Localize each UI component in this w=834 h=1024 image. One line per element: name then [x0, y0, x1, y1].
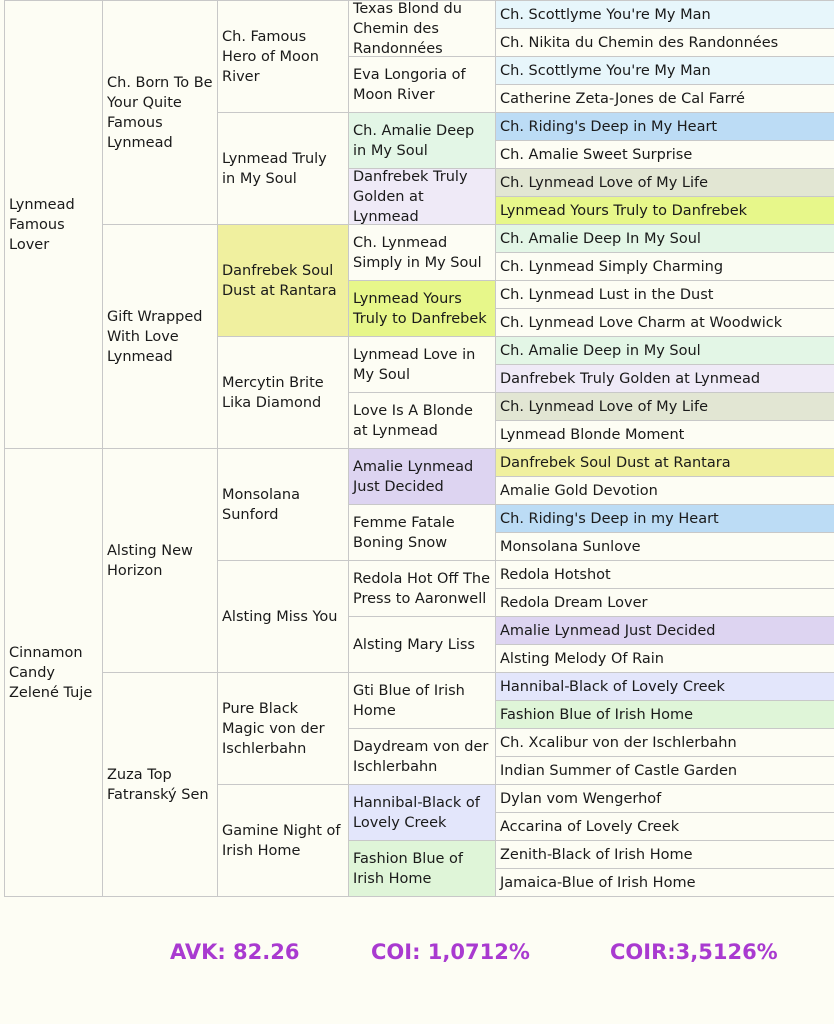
ancestor-name: Ch. Lynmead Simply in My Soul [353, 234, 482, 271]
gen4-ancestor-cell [348, 280, 496, 337]
ancestor-name: Lynmead Blonde Moment [500, 426, 685, 443]
ancestor-name: Lynmead Yours Truly to Danfrebek [500, 202, 748, 219]
gen4-ancestor-cell [348, 168, 496, 225]
pedigree-table [4, 0, 834, 896]
ancestor-name: Fashion Blue of Irish Home [353, 850, 464, 887]
ancestor-name: Cinnamon Candy Zelené Tuje [9, 644, 93, 701]
gen5-ancestor-cell [495, 868, 834, 897]
avk-value: AVK: 82.26 [170, 940, 300, 964]
coi-value: COI: 1,0712% [371, 940, 530, 964]
gen4-ancestor-cell [348, 728, 496, 785]
ancestor-name: Alsting Melody Of Rain [500, 650, 664, 667]
ancestor-name: Femme Fatale Boning Snow [353, 514, 455, 551]
gen2-ancestor-cell [102, 448, 218, 673]
ancestor-name: Ch. Born To Be Your Quite Famous Lynmead [107, 74, 213, 151]
ancestor-name: Ch. Amalie Deep in My Soul [353, 122, 475, 159]
ancestor-name: Zuza Top Fatranský Sen [107, 766, 209, 803]
ancestor-name: Gti Blue of Irish Home [353, 682, 465, 719]
ancestor-name: Ch. Nikita du Chemin des Randonnées [500, 34, 779, 51]
ancestor-name: Ch. Lynmead Love of My Life [500, 398, 709, 415]
gen5-ancestor-cell [495, 812, 834, 841]
ancestor-name: Ch. Xcalibur von der Ischlerbahn [500, 734, 737, 751]
stats-bar [0, 940, 834, 984]
gen5-ancestor-cell [495, 700, 834, 729]
gen5-ancestor-cell [495, 364, 834, 393]
ancestor-name: Amalie Lynmead Just Decided [353, 458, 474, 495]
gen5-ancestor-cell [495, 112, 834, 141]
ancestor-name: Lynmead Truly in My Soul [222, 150, 327, 187]
ancestor-name: Love Is A Blonde at Lynmead [353, 402, 473, 439]
ancestor-name: Danfrebek Truly Golden at Lynmead [353, 168, 468, 225]
gen5-ancestor-cell [495, 140, 834, 169]
gen2-ancestor-cell [102, 672, 218, 897]
gen5-ancestor-cell [495, 336, 834, 365]
gen3-ancestor-cell [217, 448, 349, 561]
ancestor-name: Ch. Amalie Sweet Surprise [500, 146, 693, 163]
gen5-ancestor-cell [495, 168, 834, 197]
ancestor-name: Ch. Lynmead Simply Charming [500, 258, 724, 275]
gen5-ancestor-cell [495, 616, 834, 645]
gen5-ancestor-cell [495, 420, 834, 449]
ancestor-name: Dylan vom Wengerhof [500, 790, 662, 807]
gen5-ancestor-cell [495, 756, 834, 785]
ancestor-name: Zenith-Black of Irish Home [500, 846, 693, 863]
gen3-ancestor-cell [217, 112, 349, 225]
gen5-ancestor-cell [495, 0, 834, 29]
ancestor-name: Danfrebek Soul Dust at Rantara [222, 262, 337, 299]
gen1-ancestor-cell [4, 0, 103, 449]
gen4-ancestor-cell [348, 616, 496, 673]
gen5-ancestor-cell [495, 728, 834, 757]
ancestor-name: Lynmead Famous Lover [9, 196, 75, 253]
ancestor-name: Ch. Famous Hero of Moon River [222, 28, 319, 85]
ancestor-name: Danfrebek Soul Dust at Rantara [500, 454, 731, 471]
ancestor-name: Lynmead Love in My Soul [353, 346, 476, 383]
gen1-ancestor-cell [4, 448, 103, 897]
ancestor-name: Hannibal-Black of Lovely Creek [353, 794, 480, 831]
gen5-ancestor-cell [495, 784, 834, 813]
ancestor-name: Alsting Mary Liss [353, 636, 475, 653]
ancestor-name: Fashion Blue of Irish Home [500, 706, 694, 723]
gen2-ancestor-cell [102, 224, 218, 449]
gen3-ancestor-cell [217, 560, 349, 673]
gen3-ancestor-cell [217, 224, 349, 337]
gen4-ancestor-cell [348, 392, 496, 449]
ancestor-name: Ch. Scottlyme You're My Man [500, 6, 711, 23]
ancestor-name: Ch. Riding's Deep in My Heart [500, 118, 718, 135]
gen5-ancestor-cell [495, 504, 834, 533]
ancestor-name: Ch. Lynmead Lust in the Dust [500, 286, 714, 303]
coir-value: COIR:3,5126% [610, 940, 778, 964]
ancestor-name: Redola Dream Lover [500, 594, 648, 611]
ancestor-name: Danfrebek Truly Golden at Lynmead [500, 370, 761, 387]
ancestor-name: Ch. Lynmead Love of My Life [500, 174, 709, 191]
ancestor-name: Mercytin Brite Lika Diamond [222, 374, 324, 411]
gen4-ancestor-cell [348, 448, 496, 505]
ancestor-name: Jamaica-Blue of Irish Home [500, 874, 696, 891]
ancestor-name: Ch. Scottlyme You're My Man [500, 62, 711, 79]
ancestor-name: Alsting New Horizon [107, 542, 193, 579]
gen5-ancestor-cell [495, 224, 834, 253]
gen5-ancestor-cell [495, 28, 834, 57]
ancestor-name: Pure Black Magic von der Ischlerbahn [222, 700, 325, 757]
gen4-ancestor-cell [348, 672, 496, 729]
gen5-ancestor-cell [495, 56, 834, 85]
gen5-ancestor-cell [495, 196, 834, 225]
gen5-ancestor-cell [495, 560, 834, 589]
gen5-ancestor-cell [495, 644, 834, 673]
gen4-ancestor-cell [348, 112, 496, 169]
gen4-ancestor-cell [348, 224, 496, 281]
ancestor-name: Ch. Amalie Deep in My Soul [500, 342, 701, 359]
gen5-ancestor-cell [495, 448, 834, 477]
gen5-ancestor-cell [495, 252, 834, 281]
ancestor-name: Gamine Night of Irish Home [222, 822, 341, 859]
ancestor-name: Gift Wrapped With Love Lynmead [107, 308, 203, 365]
ancestor-name: Ch. Amalie Deep In My Soul [500, 230, 701, 247]
ancestor-name: Daydream von der Ischlerbahn [353, 738, 489, 775]
ancestor-name: Amalie Gold Devotion [500, 482, 658, 499]
ancestor-name: Indian Summer of Castle Garden [500, 762, 738, 779]
ancestor-name: Alsting Miss You [222, 608, 338, 625]
gen3-ancestor-cell [217, 672, 349, 785]
gen4-ancestor-cell [348, 840, 496, 897]
gen3-ancestor-cell [217, 784, 349, 897]
ancestor-name: Ch. Lynmead Love Charm at Woodwick [500, 314, 783, 331]
ancestor-name: Eva Longoria of Moon River [353, 66, 466, 103]
gen4-ancestor-cell [348, 560, 496, 617]
gen5-ancestor-cell [495, 840, 834, 869]
gen5-ancestor-cell [495, 588, 834, 617]
ancestor-name: Hannibal-Black of Lovely Creek [500, 678, 725, 695]
gen5-ancestor-cell [495, 84, 834, 113]
gen4-ancestor-cell [348, 56, 496, 113]
gen5-ancestor-cell [495, 476, 834, 505]
gen5-ancestor-cell [495, 532, 834, 561]
ancestor-name: Accarina of Lovely Creek [500, 818, 680, 835]
ancestor-name: Monsolana Sunford [222, 486, 300, 523]
ancestor-name: Monsolana Sunlove [500, 538, 641, 555]
ancestor-name: Ch. Riding's Deep in my Heart [500, 510, 719, 527]
ancestor-name: Catherine Zeta-Jones de Cal Farré [500, 90, 745, 107]
gen4-ancestor-cell [348, 0, 496, 57]
gen4-ancestor-cell [348, 504, 496, 561]
gen3-ancestor-cell [217, 0, 349, 113]
ancestor-name: Redola Hotshot [500, 566, 611, 583]
gen2-ancestor-cell [102, 0, 218, 225]
gen4-ancestor-cell [348, 336, 496, 393]
gen5-ancestor-cell [495, 672, 834, 701]
ancestor-name: Texas Blond du Chemin des Randonnées [353, 0, 462, 57]
gen3-ancestor-cell [217, 336, 349, 449]
ancestor-name: Lynmead Yours Truly to Danfrebek [353, 290, 487, 327]
gen5-ancestor-cell [495, 308, 834, 337]
gen5-ancestor-cell [495, 280, 834, 309]
ancestor-name: Redola Hot Off The Press to Aaronwell [353, 570, 490, 607]
ancestor-name: Amalie Lynmead Just Decided [500, 622, 716, 639]
gen4-ancestor-cell [348, 784, 496, 841]
gen5-ancestor-cell [495, 392, 834, 421]
